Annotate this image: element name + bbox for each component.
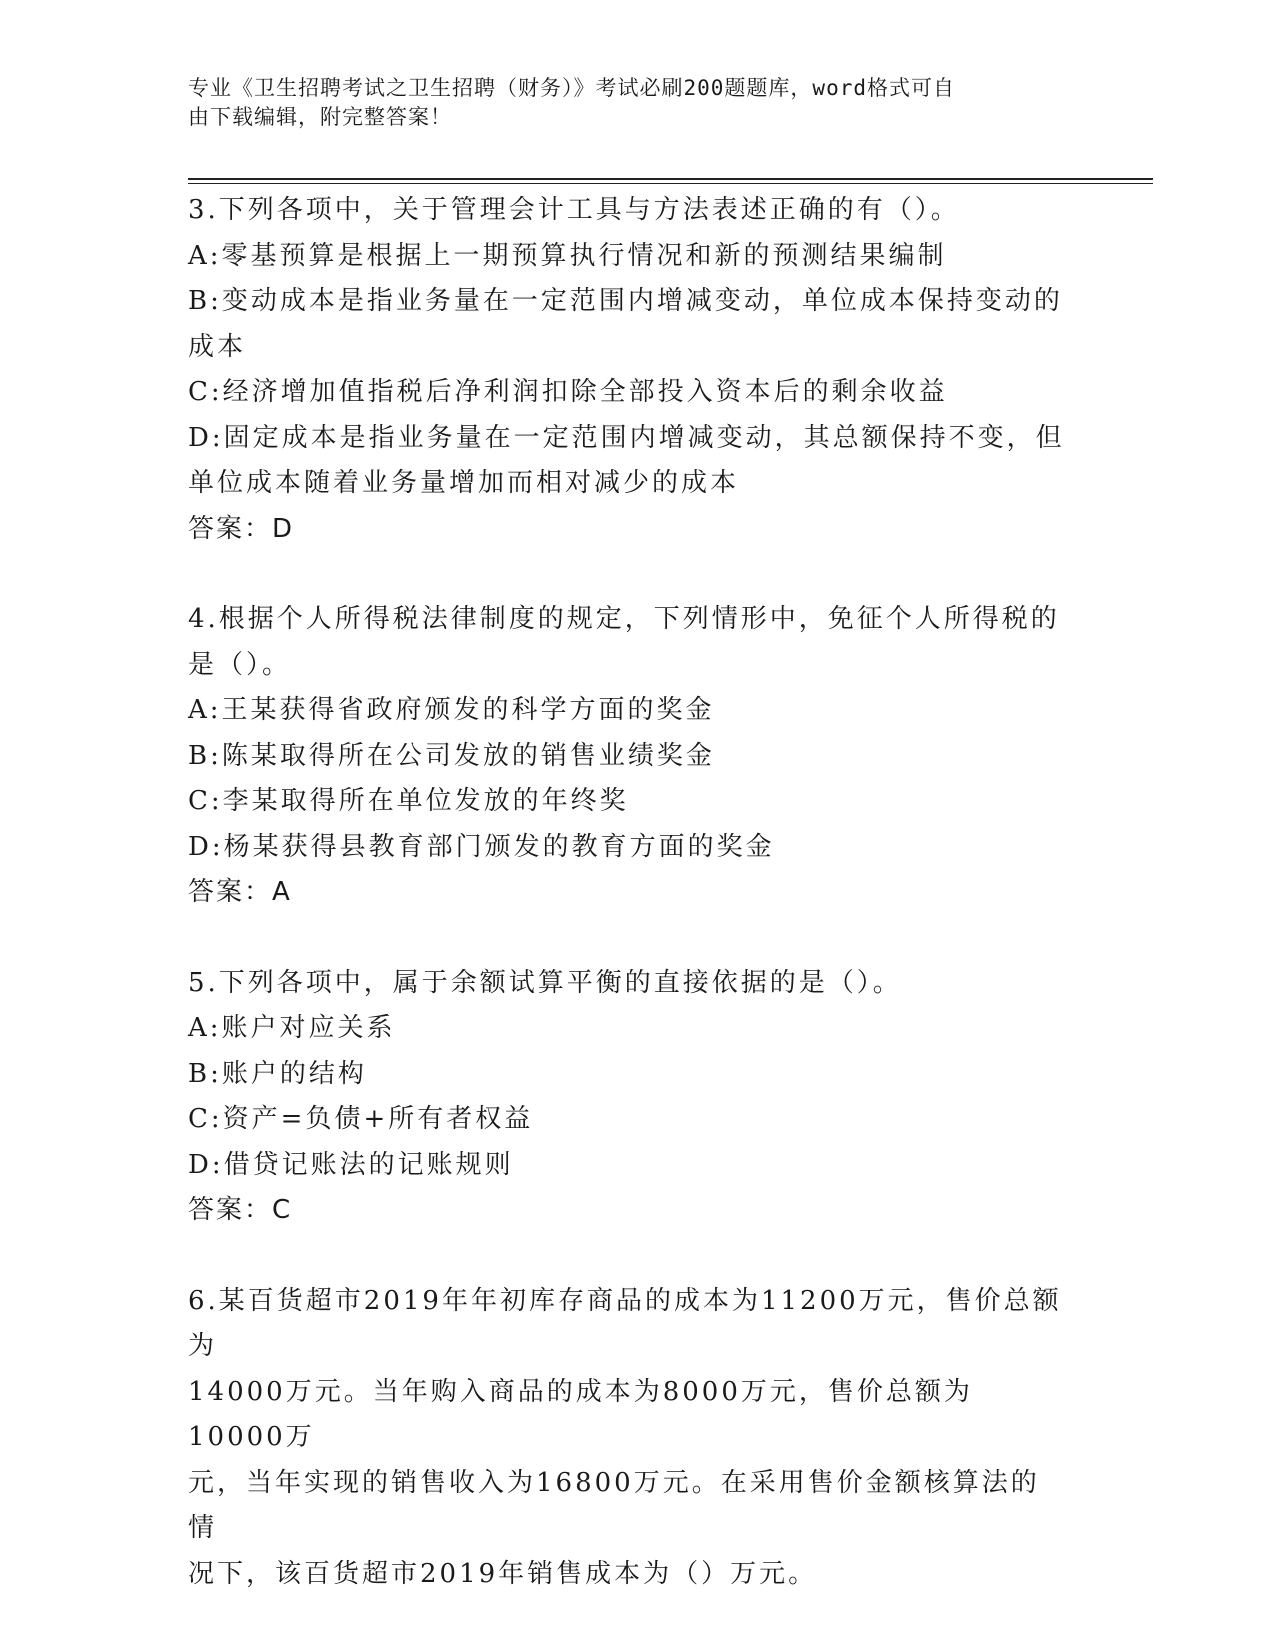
question-stem-line-4: 况下，该百货超市2019年销售成本为（）万元。 <box>188 1558 818 1589</box>
document-header <box>188 74 1068 132</box>
answer-label: 答案：D <box>188 513 295 544</box>
option-d-line-1: D:固定成本是指业务量在一定范围内增减变动，其总额保持不变，但 <box>188 422 1065 453</box>
option-b-line-2: 成本 <box>188 331 247 362</box>
answer-label: 答案：A <box>188 877 292 907</box>
question-stem-line-3: 元，当年实现的销售收入为16800万元。在采用售价金额核算法的情 <box>188 1467 1040 1543</box>
question-stem-line-1: 6.某百货超市2019年年初库存商品的成本为11200万元，售价总额为 <box>188 1285 1062 1361</box>
question-list <box>188 188 1068 1642</box>
option-c: C:李某取得所在单位发放的年终奖 <box>188 786 629 816</box>
option-a: A:账户对应关系 <box>188 1013 396 1043</box>
header-divider-thick <box>188 178 1153 180</box>
option-b: B:陈某取得所在公司发放的销售业绩奖金 <box>188 740 715 771</box>
question-stem: 3.下列各项中，关于管理会计工具与方法表述正确的有（）。 <box>188 195 960 225</box>
question-3 <box>188 188 1068 552</box>
header-divider-thin <box>188 183 1153 184</box>
header-line-1: 专业《卫生招聘考试之卫生招聘（财务）》考试必刷200题题库，word格式可自 <box>188 76 955 100</box>
header-line-2: 由下载编辑，附完整答案！ <box>188 105 452 129</box>
question-stem-line-2: 14000万元。当年购入商品的成本为8000万元，售价总额为10000万 <box>188 1376 973 1452</box>
question-stem-line-1: 4.根据个人所得税法律制度的规定，下列情形中，免征个人所得税的 <box>188 604 1060 634</box>
question-6 <box>188 1279 1068 1598</box>
question-5 <box>188 961 1068 1234</box>
question-4 <box>188 597 1068 916</box>
question-stem-line-2: 是（）。 <box>188 649 292 680</box>
answer-label: 答案：C <box>188 1195 293 1225</box>
option-d: D:杨某获得县教育部门颁发的教育方面的奖金 <box>188 831 775 862</box>
option-b-line-1: B:变动成本是指业务量在一定范围内增减变动，单位成本保持变动的 <box>188 286 1063 316</box>
question-stem: 5.下列各项中，属于余额试算平衡的直接依据的是（）。 <box>188 967 902 998</box>
option-a: A:王某获得省政府颁发的科学方面的奖金 <box>188 695 715 725</box>
option-c: C:经济增加值指税后净利润扣除全部投入资本后的剩余收益 <box>188 377 948 407</box>
option-c: C:资产=负债+所有者权益 <box>188 1104 534 1134</box>
option-d-line-2: 单位成本随着业务量增加而相对减少的成本 <box>188 468 740 498</box>
option-d: D:借贷记账法的记账规则 <box>188 1149 514 1180</box>
option-b: B:账户的结构 <box>188 1058 367 1089</box>
option-a: A:零基预算是根据上一期预算执行情况和新的预测结果编制 <box>188 240 947 271</box>
